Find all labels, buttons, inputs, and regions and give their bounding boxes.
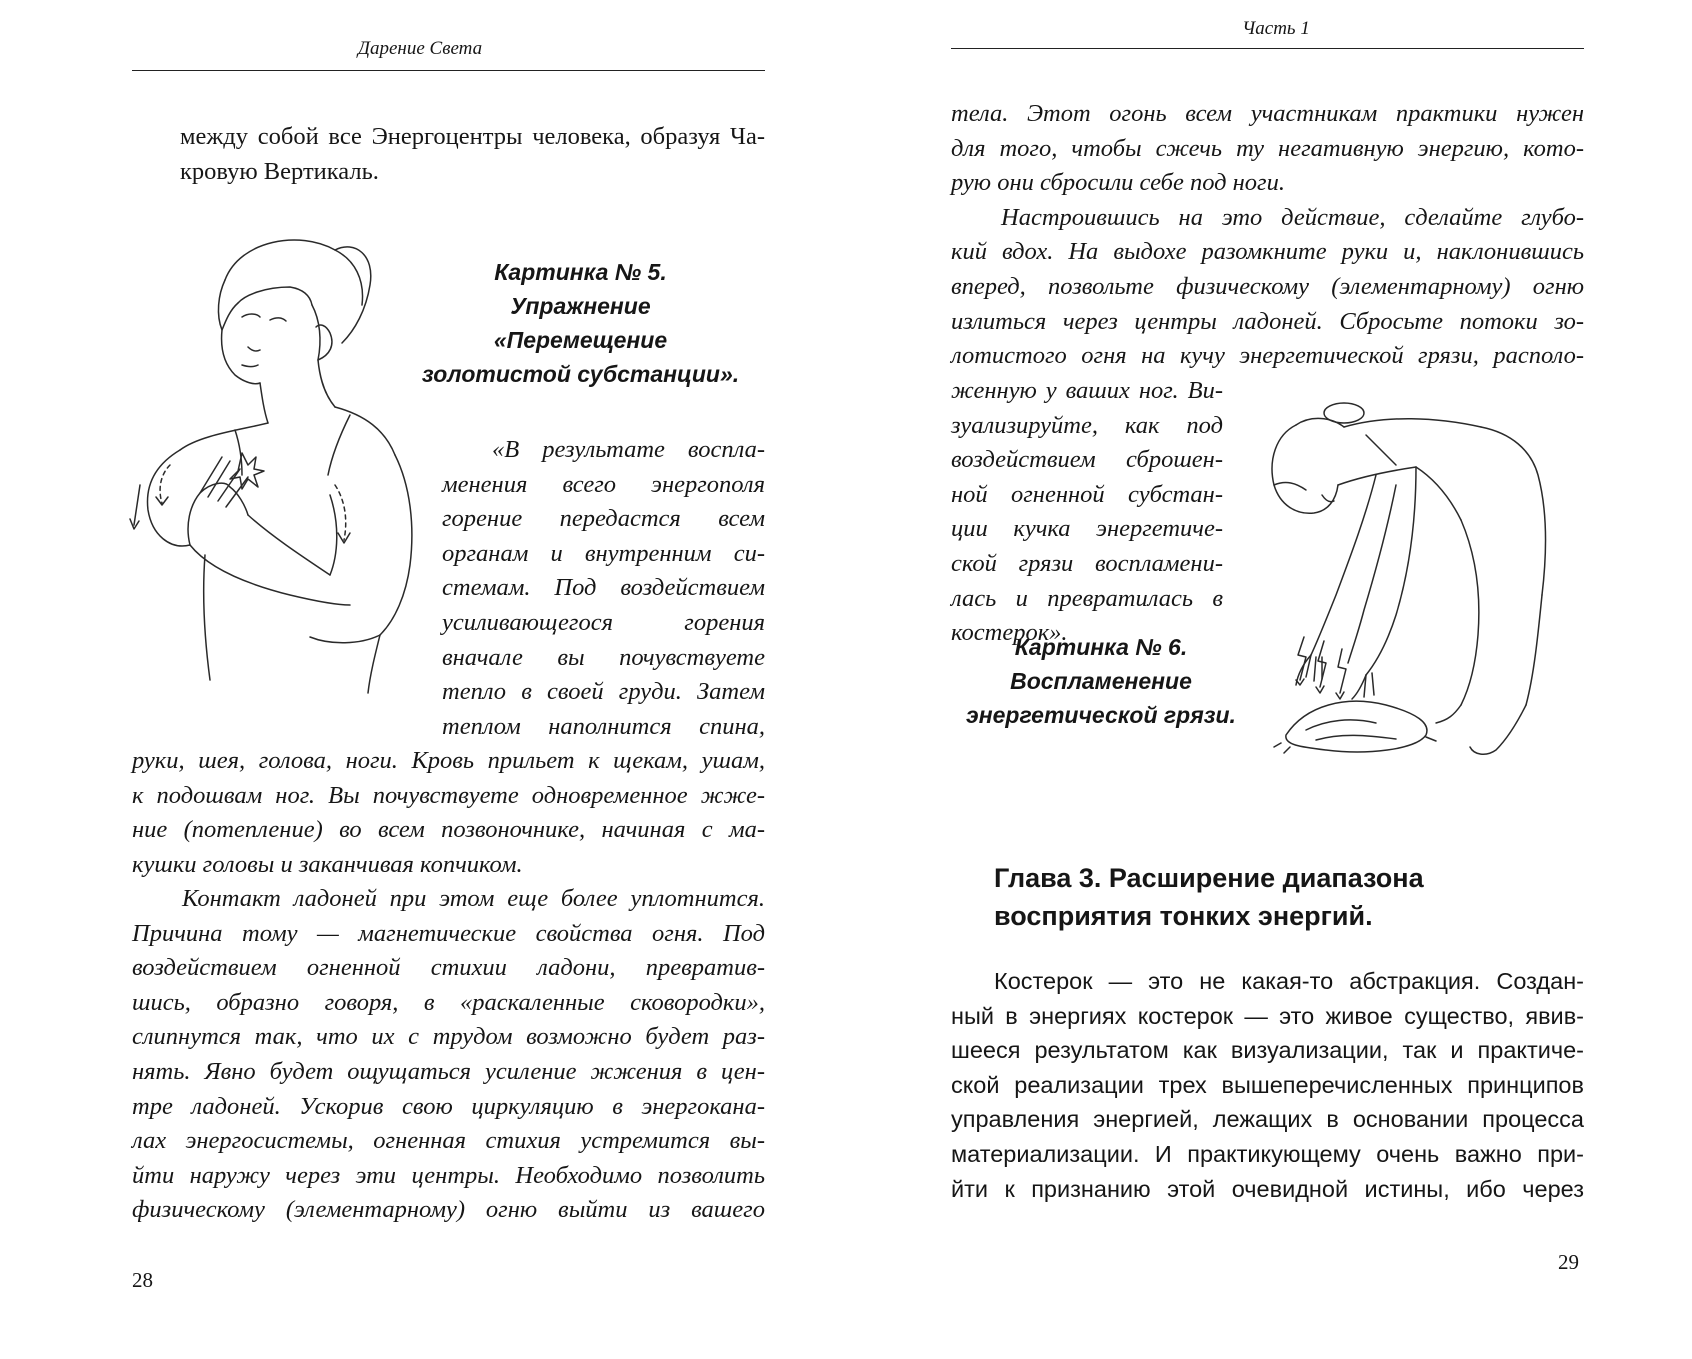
header-rule-left [132, 70, 765, 71]
page-number-left: 28 [132, 1268, 153, 1292]
quote-paragraph-narrow [442, 433, 765, 744]
text-line: рую они сбросили себе под ноги. [951, 169, 1285, 197]
text-line: органам и внутренним си- [442, 539, 765, 567]
text-line: стемам. Под воздействием [442, 574, 765, 602]
text-line: ции кучка энергетиче- [951, 515, 1223, 543]
text-line: «В результате воспла- [492, 436, 765, 463]
text-line: тре ладоней. Ускорив свою циркуляцию в энергокана- [132, 1092, 765, 1120]
text-line: между собой все Энергоцентры человека, образуя Ча- [180, 123, 765, 150]
caption-line: Воспламенение [1010, 668, 1192, 694]
continuation-paragraph [951, 97, 1584, 374]
intro-paragraph [180, 120, 765, 189]
text-line: кровую Вертикаль. [180, 157, 379, 185]
text-line: ной огненной субстан- [951, 480, 1223, 508]
woman-bending-over-fire-icon [1266, 405, 1566, 800]
text-line: теплом наполнится спина, [442, 712, 765, 740]
running-head-right: Часть 1 [1242, 18, 1310, 39]
right-page [846, 0, 1692, 1359]
text-line: лась и превратилась в [951, 584, 1223, 612]
text-line: слипнутся так, что их с трудом возможно будет раз- [132, 1023, 765, 1051]
text-line: Настроившись на это действие, сделайте глубо- [1001, 203, 1584, 231]
text-line: ный в энергиях костерок — это живое существо, явив- [951, 1002, 1584, 1029]
text-line: менения всего энергополя [442, 470, 765, 498]
paragraph-2 [132, 882, 765, 1228]
chapter-title [994, 859, 1594, 935]
text-line: материализации. И практикующему очень важно при- [951, 1140, 1584, 1167]
text-line: горение передастся всем [442, 505, 765, 533]
text-line: шись, образно говоря, в «раскаленные сковородки», [132, 988, 765, 1016]
chapter-title-line: Глава 3. Расширение диапазона [994, 863, 1424, 893]
wrapped-paragraph [951, 374, 1223, 651]
chapter-title-line: восприятия тонких энергий. [994, 901, 1373, 931]
text-line: женную у ваших ног. Ви- [951, 377, 1223, 404]
text-line: воздействием огненной стихии ладони, превратив- [132, 954, 765, 982]
figure-caption-6 [951, 630, 1251, 732]
text-line: вперед, позвольте физическому (элементарному) огню [951, 272, 1584, 300]
text-line: костерок». [951, 619, 1068, 647]
text-line: воздействием сброшен- [951, 446, 1223, 474]
caption-line: «Перемещение [493, 327, 668, 353]
text-line: тела. Этот огонь всем участникам практики нужен [951, 100, 1584, 127]
text-line: йти наружу через эти центры. Необходимо позволить [132, 1161, 765, 1189]
quote-paragraph-full [132, 744, 765, 882]
text-line: вначале вы почувствуете [442, 643, 765, 671]
text-line: излиться через центры ладоней. Сбросьте потоки зо- [951, 307, 1584, 335]
text-line: йти к признанию этой очевидной истины, ибо через [951, 1175, 1584, 1202]
text-line: усиливающегося горения [442, 608, 765, 636]
text-line: лах энергосистемы, огненная стихия устремится вы- [132, 1127, 765, 1155]
text-line: Причина тому — магнетические свойства огня. Под [132, 919, 765, 947]
running-head-left: Дарение Света [357, 38, 483, 59]
text-line: кушки головы и заканчивая копчиком. [132, 850, 523, 878]
figure-caption-5 [418, 255, 743, 391]
text-line: управления энергией, лежащих в основании процесса [951, 1106, 1584, 1133]
caption-line: золотистой субстанции». [421, 361, 740, 387]
caption-line: Картинка № 6. [1014, 634, 1188, 660]
text-line: для того, чтобы сжечь ту негативную энергию, кото- [951, 134, 1584, 162]
woman-palms-together-icon [130, 225, 445, 695]
text-line: зуализируйте, как под [951, 411, 1223, 439]
text-line: Костерок — это не какая-то абстракция. Создан- [994, 968, 1584, 994]
chapter-body [951, 964, 1584, 1206]
text-line: нять. Явно будет ощущаться усиление жжения в цен- [132, 1057, 765, 1085]
text-line: руки, шея, голова, ноги. Кровь прильет к щекам, ушам, [132, 747, 765, 774]
header-rule-right [951, 48, 1584, 49]
text-line: физическому (элементарному) огню выйти из вашего [132, 1196, 765, 1224]
text-line: шееся результатом как визуализации, так и практиче- [951, 1037, 1584, 1064]
text-line: Контакт ладоней при этом еще более уплотнится. [182, 885, 765, 912]
text-line: тепло в своей груди. Затем [442, 678, 765, 706]
text-line: ской грязи воспламени- [951, 549, 1223, 577]
text-line: ской реализации трех вышеперечисленных принципов [951, 1071, 1584, 1098]
caption-line: Картинка № 5. [494, 259, 667, 285]
text-line: к подошвам ног. Вы почувствуете одновременное жже- [132, 781, 765, 809]
text-line: кий вдох. На выдохе разомкните руки и, наклонившись [951, 238, 1584, 266]
text-line: лотистого огня на кучу энергетической грязи, располо- [951, 342, 1584, 370]
caption-line: Упражнение [510, 293, 651, 319]
text-line: ние (потепление) во всем позвоночнике, начиная с ма- [132, 816, 765, 844]
page-number-right: 29 [1558, 1250, 1579, 1274]
caption-line: энергетической грязи. [966, 702, 1236, 728]
